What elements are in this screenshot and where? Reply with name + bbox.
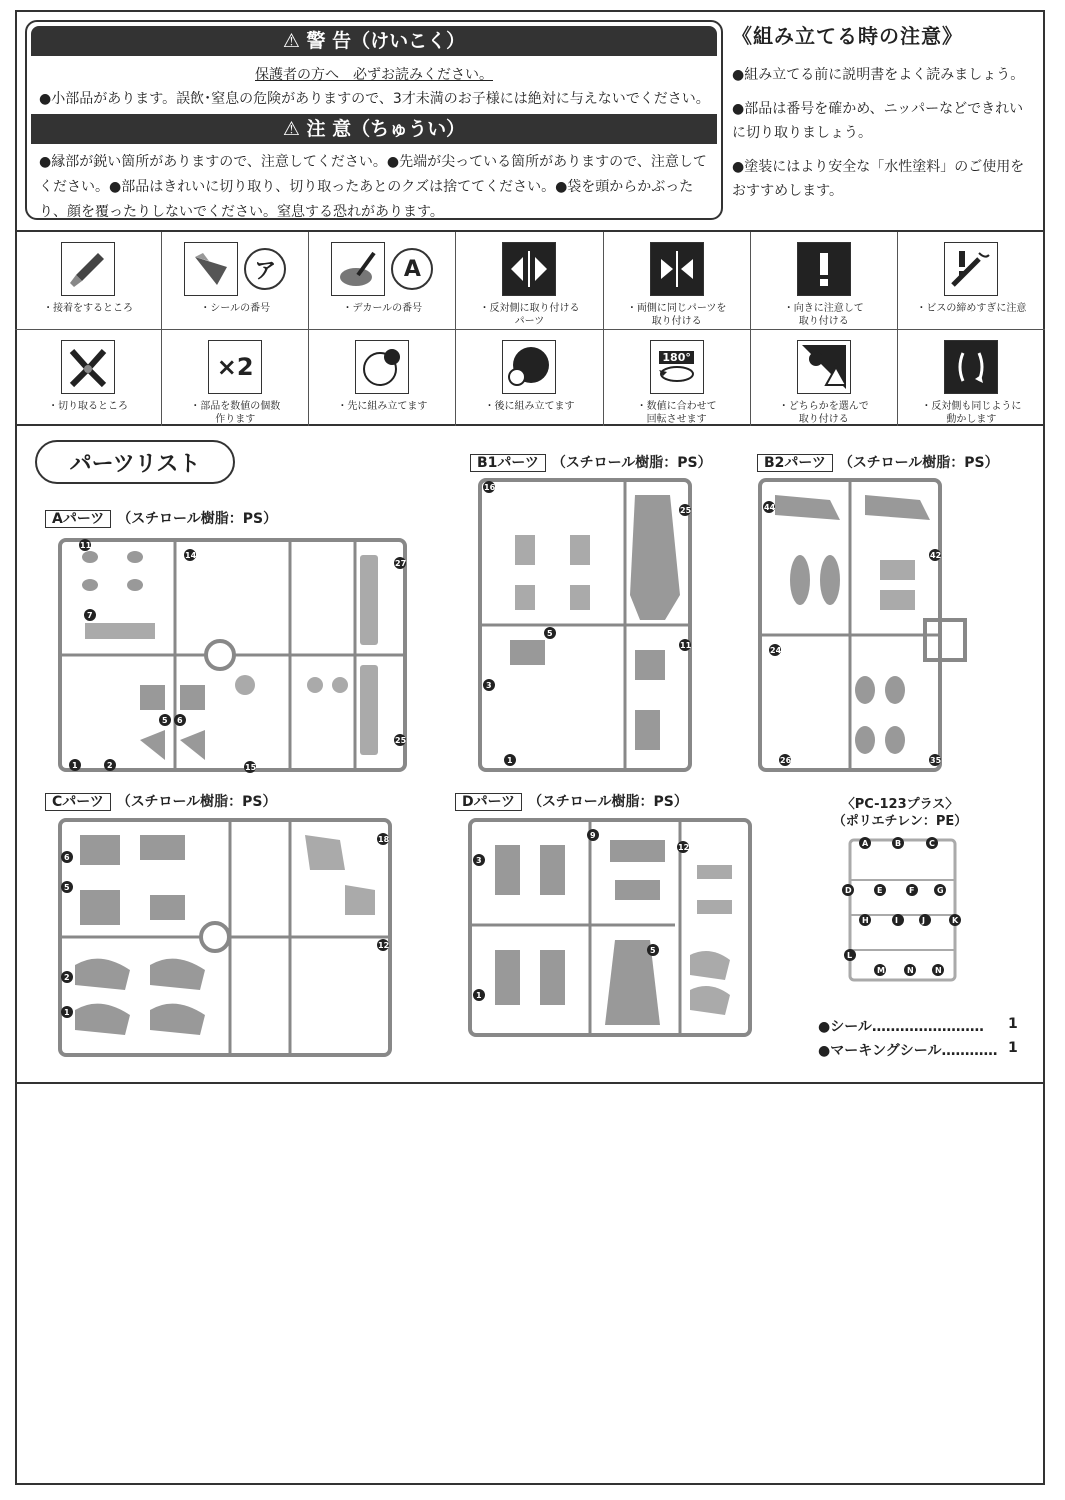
pe-part-marker	[892, 914, 904, 926]
pe-part-letter: H	[862, 916, 869, 925]
svg-text:26: 26	[780, 756, 792, 765]
legend-sticker	[162, 232, 309, 330]
pe-part-letter: L	[847, 951, 853, 960]
runner-b1-tag: B1パーツ	[470, 454, 546, 472]
legend-label: ・部品を数値の個数 作ります	[190, 401, 281, 425]
assembly-note: ●塗装にはより安全な「水性塗料」のご使用をおすすめします。	[732, 159, 1025, 199]
legend-both-sides	[604, 232, 751, 330]
assembly-note: ●部品は番号を確かめ、ニッパーなどできれいに切り取りましょう。	[732, 101, 1024, 141]
accessory-qty: 1	[1008, 1016, 1018, 1032]
runner-a-material: （スチロール樹脂：PS）	[117, 511, 278, 527]
svg-text:18: 18	[378, 835, 390, 844]
warning-title: ⚠ 警 告（けいこく）	[31, 26, 717, 56]
legend-multiply	[162, 330, 309, 426]
svg-text:3: 3	[476, 856, 482, 865]
legend-label: ・切り取るところ	[48, 401, 129, 412]
pe-title-text: 〈PC-123プラス〉	[841, 797, 959, 812]
runner-b2-tag: B2パーツ	[757, 454, 833, 472]
warning-box	[25, 20, 723, 220]
nipper-icon	[61, 340, 115, 394]
legend-label: ・ビスの締めすぎに注意	[916, 303, 1027, 314]
runner-b2-label	[757, 452, 999, 472]
choose-one-icon	[797, 340, 851, 394]
pe-part-letter: I	[895, 916, 898, 925]
pe-part-marker	[919, 914, 931, 926]
legend-label: ・両側に同じパーツを 取り付ける	[626, 303, 727, 327]
legend-rotate	[604, 330, 751, 426]
svg-text:25: 25	[395, 736, 407, 745]
rotate-180-icon	[650, 340, 704, 394]
multiply-two-icon: ×2	[208, 340, 262, 394]
legend-label: ・デカールの番号	[342, 303, 423, 314]
both-sides-icon	[650, 242, 704, 296]
svg-text:1: 1	[72, 761, 78, 770]
runner-a-diagram	[55, 535, 410, 775]
runner-a-tag: Aパーツ	[45, 510, 111, 528]
svg-text:5: 5	[547, 629, 553, 638]
svg-text:6: 6	[64, 853, 70, 862]
sticker-icon	[184, 242, 238, 296]
attention-direction-icon	[797, 242, 851, 296]
svg-text:11: 11	[680, 641, 692, 650]
legend-screw	[898, 232, 1045, 330]
runner-a-label	[45, 508, 277, 528]
accessory-label: ●シール……………………	[818, 1019, 984, 1035]
pe-part-letter: D	[845, 886, 852, 895]
svg-text:44: 44	[764, 503, 776, 512]
legend-label: ・シールの番号	[200, 303, 271, 314]
runner-d-label	[455, 791, 688, 811]
legend-label: ・数値に合わせて 回転させます	[636, 401, 717, 425]
pe-part-letter: K	[952, 916, 959, 925]
legend-choose-one	[751, 330, 898, 426]
runner-c-diagram	[55, 815, 395, 1060]
svg-text:3: 3	[486, 681, 492, 690]
accessory-sticker	[818, 1016, 1018, 1036]
legend-assemble-later	[456, 330, 603, 426]
legend-attention	[751, 232, 898, 330]
sticker-number-icon: ア	[244, 248, 286, 290]
caution-title: ⚠ 注 意（ちゅうい）	[31, 114, 717, 144]
runner-b1-label	[470, 452, 712, 472]
svg-text:5: 5	[650, 946, 656, 955]
pe-part-letter: B	[895, 839, 902, 848]
runner-c-tag: Cパーツ	[45, 793, 111, 811]
svg-text:11: 11	[80, 541, 92, 550]
svg-text:1: 1	[507, 756, 513, 765]
svg-text:15: 15	[245, 763, 257, 772]
legend-nipper	[15, 330, 162, 426]
runner-d-tag: Dパーツ	[455, 793, 522, 811]
parts-list-title: パーツリスト	[35, 440, 235, 484]
pe-part-letter: C	[929, 839, 935, 848]
pe-part-letter: G	[937, 886, 944, 895]
decal-number-icon: A	[391, 248, 433, 290]
warning-subtitle: 保護者の方へ 必ずお読みください。	[255, 67, 493, 83]
assemble-first-icon	[355, 340, 409, 394]
rotate-value: 180°	[659, 351, 693, 364]
pe-part-letter: N	[935, 966, 942, 975]
legend-assemble-first	[309, 330, 456, 426]
svg-text:2: 2	[64, 973, 70, 982]
svg-text:7: 7	[87, 611, 93, 620]
svg-text:6: 6	[177, 716, 183, 725]
svg-text:5: 5	[162, 716, 168, 725]
legend-decal	[309, 232, 456, 330]
svg-text:5: 5	[64, 883, 70, 892]
runner-c-material: （スチロール樹脂：PS）	[116, 794, 277, 810]
legend-glue	[15, 232, 162, 330]
runner-c-label	[45, 791, 277, 811]
assembly-note: ●組み立てる前に説明書をよく読みましょう。	[732, 67, 1025, 83]
caution-text: ●縁部が鋭い箇所がありますので、注意してください。●先端が尖っている箇所がありますので、注意してください。●部品はきれいに切り取り、切り取ったあとのクズは捨ててください。●袋を頭からかぶったり、顔を覆ったりしないでください。窒息する恐れがあります。	[39, 154, 707, 220]
runner-d-material: （スチロール樹脂：PS）	[528, 794, 688, 810]
runner-b2-material: （スチロール樹脂：PS）	[838, 455, 999, 471]
svg-text:12: 12	[678, 843, 690, 852]
svg-text:16: 16	[484, 483, 496, 492]
accessory-label: ●マーキングシール…………	[818, 1043, 998, 1059]
legend-label: ・反対側に取り付ける パーツ	[479, 303, 580, 327]
opposite-side-icon	[502, 242, 556, 296]
pe-runner-diagram	[840, 835, 965, 985]
legend-label: ・接着をするところ	[43, 303, 134, 314]
pe-part-letter: A	[862, 839, 869, 848]
pe-part-letter: F	[909, 886, 915, 895]
legend-label: ・後に組み立てます	[484, 401, 575, 412]
assembly-notes-title: 《組み立てる時の注意》	[732, 24, 963, 48]
warning-text: ●小部品があります。誤飲･窒息の危険がありますので、3才未満のお子様には絶対に与えないでください。	[39, 91, 710, 107]
svg-text:25: 25	[680, 506, 692, 515]
runner-b1-diagram	[475, 475, 695, 775]
svg-text:27: 27	[395, 559, 407, 568]
assembly-notes	[732, 20, 1037, 213]
svg-text:42: 42	[930, 551, 942, 560]
accessory-qty: 1	[1008, 1040, 1018, 1056]
svg-text:1: 1	[64, 1008, 70, 1017]
assemble-later-icon	[502, 340, 556, 394]
accessory-marking-sticker	[818, 1040, 1018, 1060]
move-same-icon	[944, 340, 998, 394]
svg-text:35: 35	[930, 756, 942, 765]
legend-label: ・先に組み立てます	[337, 401, 428, 412]
pe-part-letter: N	[907, 966, 914, 975]
svg-text:14: 14	[185, 551, 197, 560]
svg-text:24: 24	[770, 646, 782, 655]
svg-text:9: 9	[590, 831, 596, 840]
screw-caution-icon	[944, 242, 998, 296]
pe-part-letter: E	[877, 886, 883, 895]
runner-b1-material: （スチロール樹脂：PS）	[551, 455, 712, 471]
svg-text:2: 2	[107, 761, 113, 770]
svg-text:12: 12	[378, 941, 390, 950]
glue-icon	[61, 242, 115, 296]
legend-opposite-side	[456, 232, 603, 330]
pe-runner-title	[820, 796, 980, 830]
pe-part-letter: J	[922, 916, 925, 925]
legend-label: ・反対側も同じように 動かします	[921, 401, 1022, 425]
legend-label: ・どちらかを選んで 取り付ける	[778, 401, 869, 425]
decal-icon	[331, 242, 385, 296]
svg-text:1: 1	[476, 991, 482, 1000]
legend-move-same	[898, 330, 1045, 426]
legend-label: ・向きに注意して 取り付ける	[783, 303, 864, 327]
symbol-legend	[15, 230, 1045, 426]
pe-material-text: （ポリエチレン：PE）	[832, 814, 968, 829]
runner-b2-diagram	[755, 475, 970, 775]
pe-part-letter: M	[877, 966, 885, 975]
runner-d-diagram	[465, 815, 755, 1040]
blank-area	[15, 1082, 1045, 1485]
